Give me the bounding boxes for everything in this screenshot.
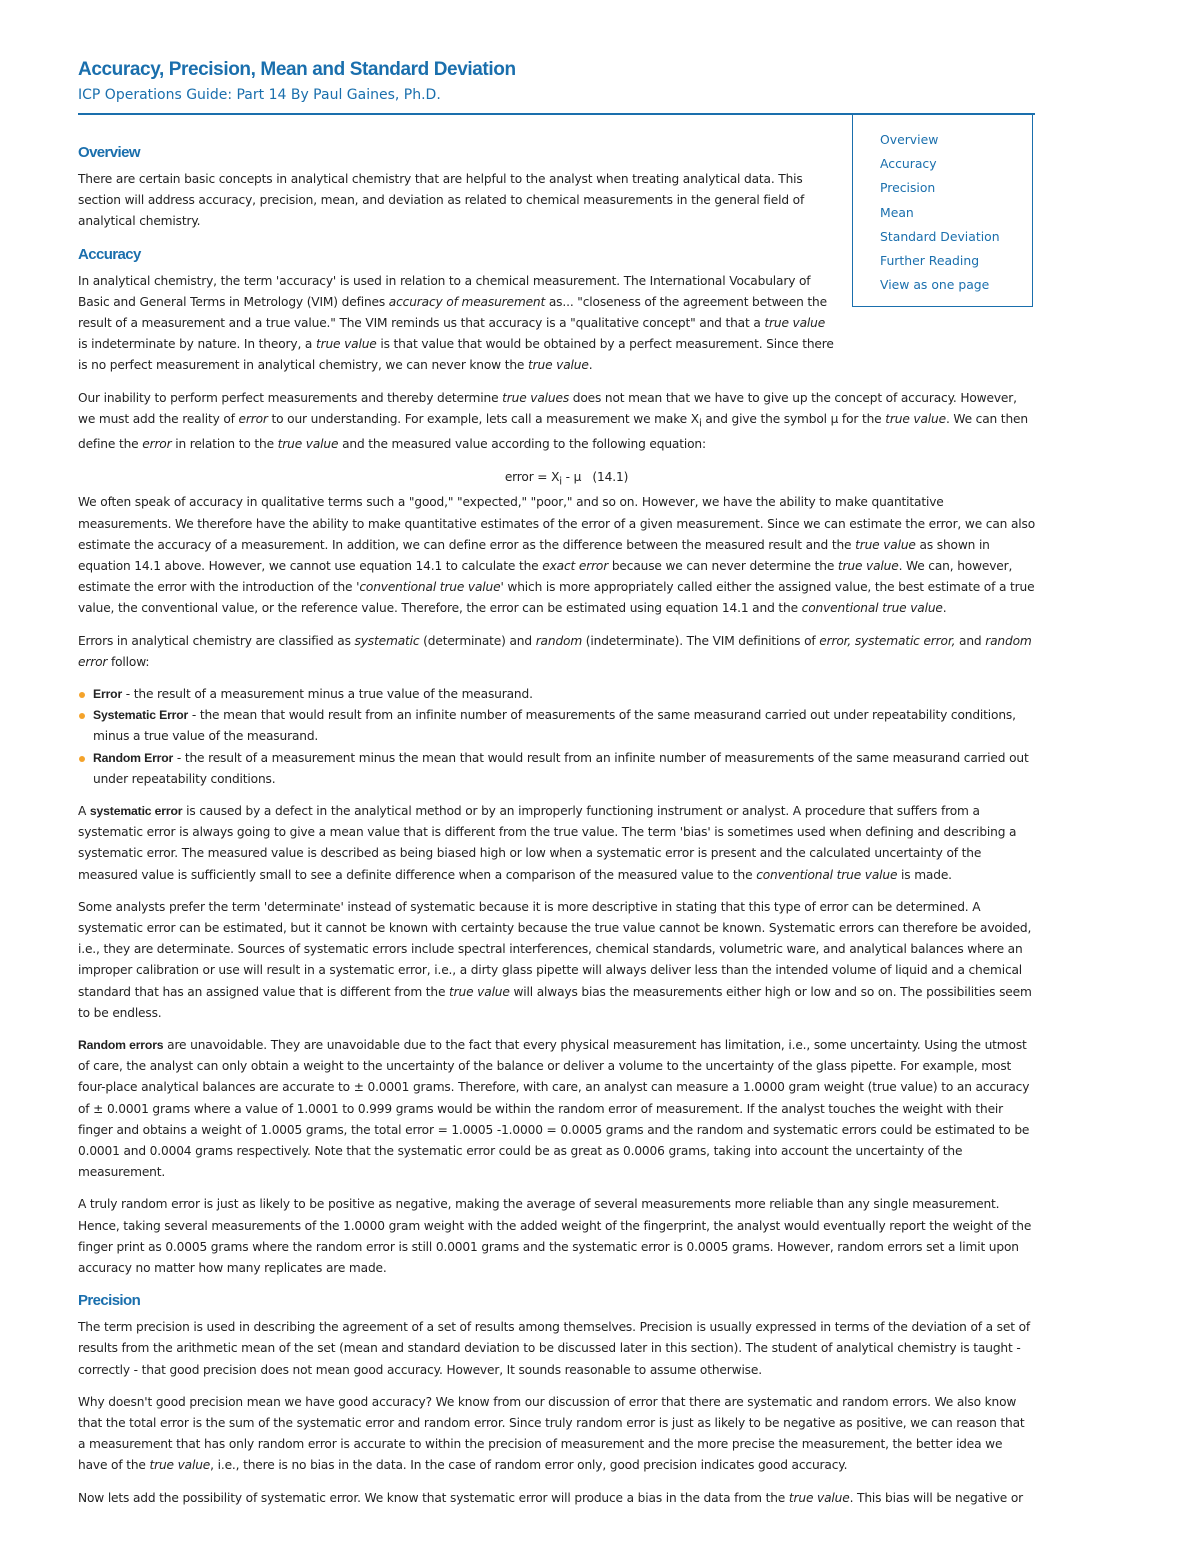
precision-paragraph-1: The term precision is used in describing the agreement of a set of results among themselves. Precision is usually expressed in terms of the deviation of a set of results from the arithmetic mean of the set (mean and standard deviation to be discussed later in this section). The student of analytical chemistry is taught - correctly - that good precision does not mean good accuracy. However, It sounds reasonable to assume otherwise. <box>78 1320 1031 1377</box>
emphasis: true value <box>528 358 589 373</box>
text-run: . <box>588 358 593 373</box>
article-body <box>78 142 1035 1520</box>
text-run: and <box>955 633 986 648</box>
text-run: to our understanding. For example, lets call a measurement we make X <box>267 411 699 426</box>
emphasis: error <box>142 437 172 452</box>
subscript: i <box>698 418 702 430</box>
text-run: Our inability to perform perfect measurements and thereby determine <box>78 390 503 405</box>
accuracy-paragraph-1 <box>78 271 838 377</box>
emphasis: conventional true value <box>801 601 943 616</box>
section-precision <box>78 1290 1035 1509</box>
emphasis: random error <box>78 633 1032 669</box>
overview-paragraph: There are certain basic concepts in analytical chemistry that are helpful to the analyst when treating analytical data. This section will address accuracy, precision, mean, and deviation as related to chemical measurements in the general field of analytical chemistry. <box>78 172 805 229</box>
accuracy-paragraph-8: A truly random error is just as likely to be positive as negative, making the average of several measurements more reliable than any single measurement. Hence, taking several measurements of the 1.0000 gram weight with the added weight of the fingerprint, the analyst would eventually report the weight of the finger print as 0.0005 grams where the random error is still 0.0001 grams and the systematic error is 0.0005 grams. However, random errors set a limit upon accuracy no matter how many replicates are made. <box>78 1197 1032 1276</box>
error-definitions-list <box>78 684 1035 790</box>
text-run: will always bias the measurements either high or low and so on. The possibilities seem to be endless. <box>78 984 1032 1020</box>
text-run: and the measured value according to the following equation: <box>338 437 706 452</box>
emphasis: true value <box>315 337 377 352</box>
text-run: is caused by a defect in the analytical method or by an improperly functioning instrument or analyst. A procedure that suffers from a systematic error is always going to give a mean value that is different from the true value. The term 'bias' is sometimes used when defining and describing a systematic error. The measured value is described as being biased high or low when a systematic error is present and the calculated uncertainty of the measured value is sufficiently small to see a definite difference when a comparison of the measured value to the <box>78 803 1017 882</box>
emphasis: random <box>535 633 583 648</box>
emphasis: true value <box>277 437 339 452</box>
emphasis: true values <box>502 390 570 405</box>
section-heading-overview: Overview <box>78 144 140 161</box>
text-run: are unavoidable. They are unavoidable due to the fact that every physical measurement has limitation, i.e., some uncertainty. Using the utmost of care, the analyst can only obtain a weight to the uncertainty of the balance or deliver a volume to the uncertainty of the glass pipette. For example, most four-place analytical balances are accurate to ± 0.0001 grams. Therefore, with care, an analyst can measure a 1.0000 gram weight (true value) to an accuracy of ± 0.0001 grams where a value of 1.0001 to 0.999 grams would be within the random error of measurement. If the analyst touches the weight with their finger and obtains a weight of 1.0005 grams, the total error = 1.0005 -1.0000 = 0.0005 grams and the random and systematic errors could be estimated to be 0.0001 and 0.0004 grams respectively. Note that the systematic error could be as great as 0.0006 grams, taking into account the uncertainty of the measurement. <box>78 1037 1030 1180</box>
text-run: We often speak of accuracy in qualitative terms such a "good," "expected," "poor," and so on. However, we have the ability to make quantitative measurements. We therefore have the ability to make quantitative estimates of the error of a given measurement. Since we can estimate the error, we can also estimate the accuracy of a measurement. In addition, we can define error as the difference between the measured result and the <box>78 495 1036 552</box>
subscript: i <box>559 476 562 488</box>
precision-paragraph-3 <box>78 1488 1035 1509</box>
text-run: Now lets add the possibility of systematic error. We know that systematic error will produce a bias in the data from the <box>78 1490 789 1505</box>
definition-term: Error <box>93 686 123 701</box>
definition-term: Systematic Error <box>93 708 189 723</box>
accuracy-paragraph-6 <box>78 897 1035 1024</box>
text-run: as shown in equation 14.1 above. However, we cannot use equation 14.1 to calculate the <box>78 537 990 573</box>
text-run: (determinate) and <box>419 633 536 648</box>
text-run: Some analysts prefer the term 'determinate' instead of systematic because it is more descriptive in stating that this type of error can be determined. A systematic error can be estimated, but it cannot be known with certainty because the true value cannot be known. Systematic errors can therefore be avoided, i.e., they are determinate. Sources of systematic errors include spectral interferences, chemical standards, volumetric ware, and analytical balances where an improper calibration or use will result in a systematic error, i.e., a dirty glass pipette will always deliver less than the intended volume of liquid and a chemical standard that has an assigned value that is different from the <box>78 899 1032 999</box>
emphasis: true value <box>885 411 946 426</box>
toc-link-standard-deviation[interactable]: Standard Deviation <box>880 228 1000 244</box>
text-run: - µ (14.1) <box>561 469 629 484</box>
page-header <box>78 58 1035 104</box>
toc-link-accuracy[interactable]: Accuracy <box>880 156 937 172</box>
text-run: Errors in analytical chemistry are classified as <box>78 633 355 648</box>
accuracy-paragraph-7 <box>78 1035 1035 1183</box>
page-title: Accuracy, Precision, Mean and Standard Deviation <box>78 59 516 80</box>
toc-link-further-reading[interactable]: Further Reading <box>880 253 980 269</box>
bold-term: systematic error <box>89 803 183 818</box>
list-item <box>93 705 1035 747</box>
definition-text: - the result of a measurement minus the mean that would result from an infinite number of measurements of the same measurand carried out under repeatability conditions. <box>93 750 1029 786</box>
list-item <box>93 748 1035 790</box>
definition-term: Random Error <box>93 750 174 765</box>
emphasis: systematic <box>354 633 420 648</box>
page-subtitle: ICP Operations Guide: Part 14 By Paul Gaines, Ph.D. <box>78 87 441 103</box>
section-heading-precision: Precision <box>78 1292 141 1310</box>
emphasis: true value <box>764 316 826 331</box>
emphasis: true value <box>449 984 510 999</box>
text-run: and give the symbol µ for the <box>701 411 886 426</box>
bold-term: Random errors <box>78 1037 164 1052</box>
definition-text: - the result of a measurement minus a true value of the measurand. <box>122 686 533 701</box>
text-run: . We can then define the <box>78 411 1028 452</box>
emphasis: conventional true value <box>756 867 898 882</box>
emphasis: error <box>238 411 268 426</box>
accuracy-paragraph-3 <box>78 492 1035 619</box>
equation-14-1 <box>78 467 1035 493</box>
text-run: (indeterminate). The VIM definitions of <box>582 633 820 648</box>
emphasis: accuracy of measurement <box>388 294 546 309</box>
text-run: is indeterminate by nature. In theory, a <box>78 337 316 352</box>
text-run: is that value that would be obtained by a perfect measurement. Since there is no perfect measurement in analytical chemistry, we can never know the <box>78 337 834 373</box>
section-accuracy <box>78 244 1035 1280</box>
text-run: , i.e., there is no bias in the data. In the case of random error only, good precision indicates good accuracy. <box>210 1458 848 1473</box>
emphasis: exact error <box>542 558 609 573</box>
toc-link-precision[interactable]: Precision <box>880 180 936 196</box>
text-run: A <box>78 803 90 818</box>
section-heading-accuracy: Accuracy <box>78 245 141 263</box>
text-run: . We can, however, estimate the error with the introduction of the <box>78 558 1013 595</box>
list-item <box>93 684 1035 705</box>
accuracy-paragraph-4 <box>78 631 1035 673</box>
text-run: does not mean that we have to give up the concept of accuracy. However, we must add the reality of <box>78 390 1017 426</box>
toc-link-mean[interactable]: Mean <box>880 204 914 220</box>
text-run: in relation to the <box>171 437 278 452</box>
accuracy-paragraph-5 <box>78 801 1035 886</box>
text-run: Why doesn't good precision mean we have good accuracy? We know from our discussion of error that there are systematic and random errors. We also know that the total error is the sum of the systematic error and random error. Since truly random error is just as likely to be negative as positive, we can reason that a measurement that has only random error is accurate to within the precision of measurement and the more precise the measurement, the better idea we have of the <box>78 1394 1025 1473</box>
emphasis: true value <box>855 537 916 552</box>
text-run: follow: <box>107 654 150 669</box>
emphasis: error, systematic error, <box>819 633 956 648</box>
text-run: . This bias will be negative or <box>849 1490 1024 1505</box>
text-run: is made. <box>897 867 952 882</box>
accuracy-paragraph-2 <box>78 388 1035 456</box>
text-run: . <box>942 601 947 616</box>
section-overview <box>78 142 1035 233</box>
emphasis: true value <box>837 558 899 573</box>
text-run: because we can never determine the <box>608 558 838 573</box>
toc-link-view-as-one-page[interactable]: View as one page <box>880 277 990 293</box>
text-run: In analytical chemistry, the term 'accuracy' is used in relation to a chemical measurement. The International Vocabulary of Basic and General Terms in Metrology (VIM) defines <box>78 273 811 309</box>
emphasis: true value <box>788 1490 850 1505</box>
text-run: which is more appropriately called either the assigned value, the best estimate of a true value, the conventional value, or the reference value. Therefore, the error can be estimated using equation 14.1 and the <box>78 580 1035 616</box>
text-run: as... "closeness of the agreement between the result of a measurement and a true value." The VIM reminds us that accuracy is a "qualitative concept" and that a <box>78 294 827 331</box>
emphasis: true value <box>149 1458 211 1473</box>
emphasis: 'conventional true value' <box>356 580 504 595</box>
text-run: error = X <box>504 469 560 484</box>
toc-link-overview[interactable]: Overview <box>880 132 939 147</box>
precision-paragraph-2 <box>78 1392 1035 1477</box>
definition-text: - the mean that would result from an infinite number of measurements of the same measurand carried out under repeatability conditions, minus a true value of the measurand. <box>93 708 1016 744</box>
